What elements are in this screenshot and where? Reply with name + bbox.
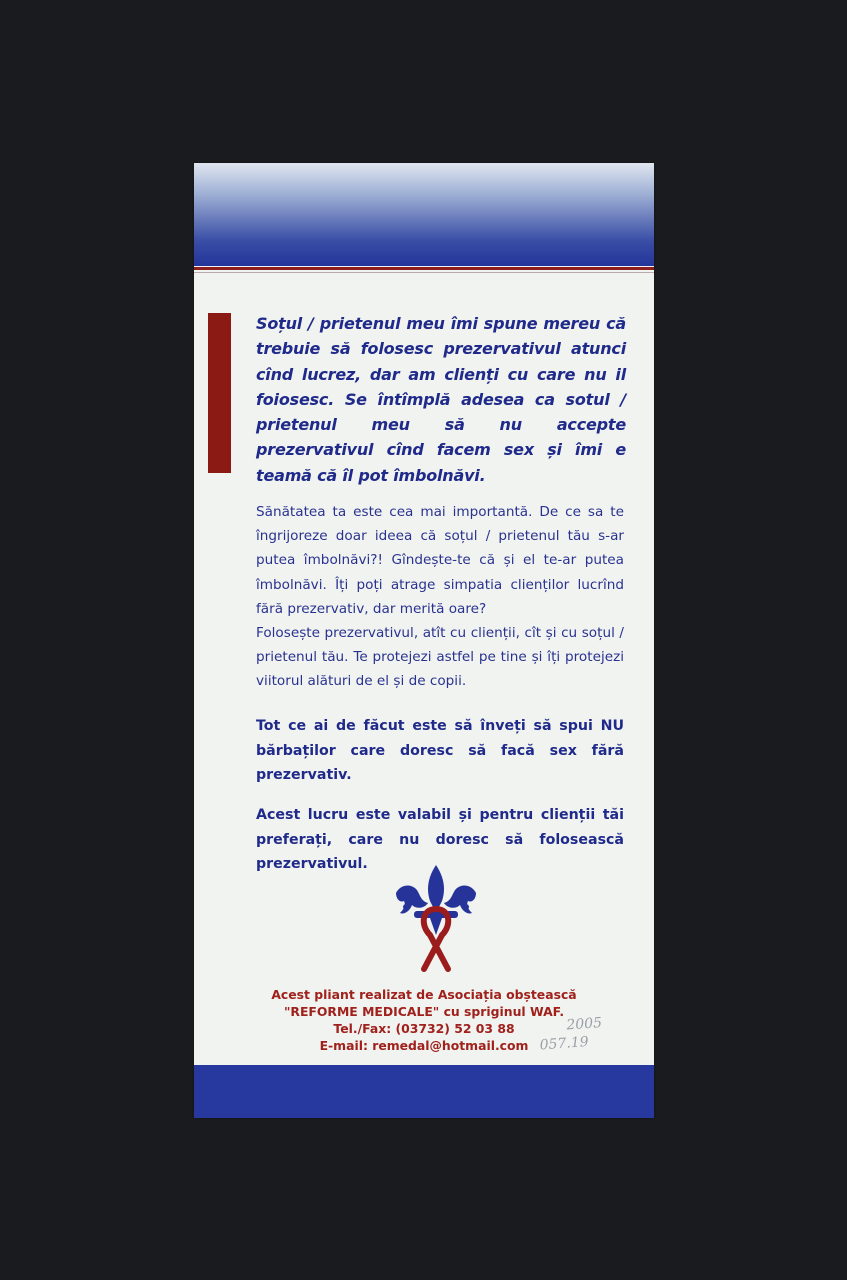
footer-line-2: "REFORME MEDICALE" cu spriginul WAF. — [283, 1004, 565, 1019]
footer-phone: Tel./Fax: (03732) 52 03 88 — [333, 1021, 515, 1036]
thin-divider — [194, 272, 654, 273]
handwritten-number: 057.19 — [539, 1034, 590, 1054]
footer-line-1: Acest pliant realizat de Asociația obștească — [271, 987, 577, 1002]
bold-paragraph-1: Tot ce ai de făcut este să înveți să spui NU bărbaților care doresc să facă sex fără prezervativ. — [256, 718, 624, 783]
top-gradient-band — [194, 163, 654, 266]
intro-quote: Soțul / prietenul meu îmi spune mereu că trebuie să folosesc prezervativul atunci cînd lucrez, dar am clienți cu care nu il foiosesc. Se întîmplă adesea ca sotul / prietenul meu să nu accepte prezervativul cînd facem sex și îmi e teamă că îl pot îmbolnăvi. — [256, 314, 626, 485]
handwritten-catalog-number — [538, 1012, 640, 1055]
bold-paragraph-2: Acest lucru este valabil și pentru clienții tăi preferați, care nu doresc să folosească prezervativul. — [256, 807, 624, 872]
body-paragraph-1: Sănătatea ta este cea mai importantă. De ce sa te îngrijoreze doar ideea că soțul / prietenul tău s-ar putea îmbolnăvi?! Gîndește-te că și el te-ar putea îmbolnăvi. Îți poți atrage simpatia clienților lucrînd fără prezervativ, dar merită oare? — [256, 504, 624, 617]
footer-email: E-mail: remedal@hotmail.com — [319, 1038, 529, 1053]
fleur-de-lis-ribbon-logo-icon — [390, 863, 482, 978]
handwritten-year: 2005 — [565, 1015, 603, 1034]
red-divider — [194, 267, 654, 270]
body-paragraph-2: Folosește prezervativul, atît cu clienții, cît și cu soțul / prietenul tău. Te protejezi astfel pe tine și îți protejezi viitorul alături de el și de copii. — [256, 625, 624, 690]
body-text — [256, 500, 624, 694]
intro-accent-bar — [208, 313, 231, 473]
leaflet-card — [194, 163, 654, 1118]
bottom-blue-band — [194, 1065, 654, 1118]
